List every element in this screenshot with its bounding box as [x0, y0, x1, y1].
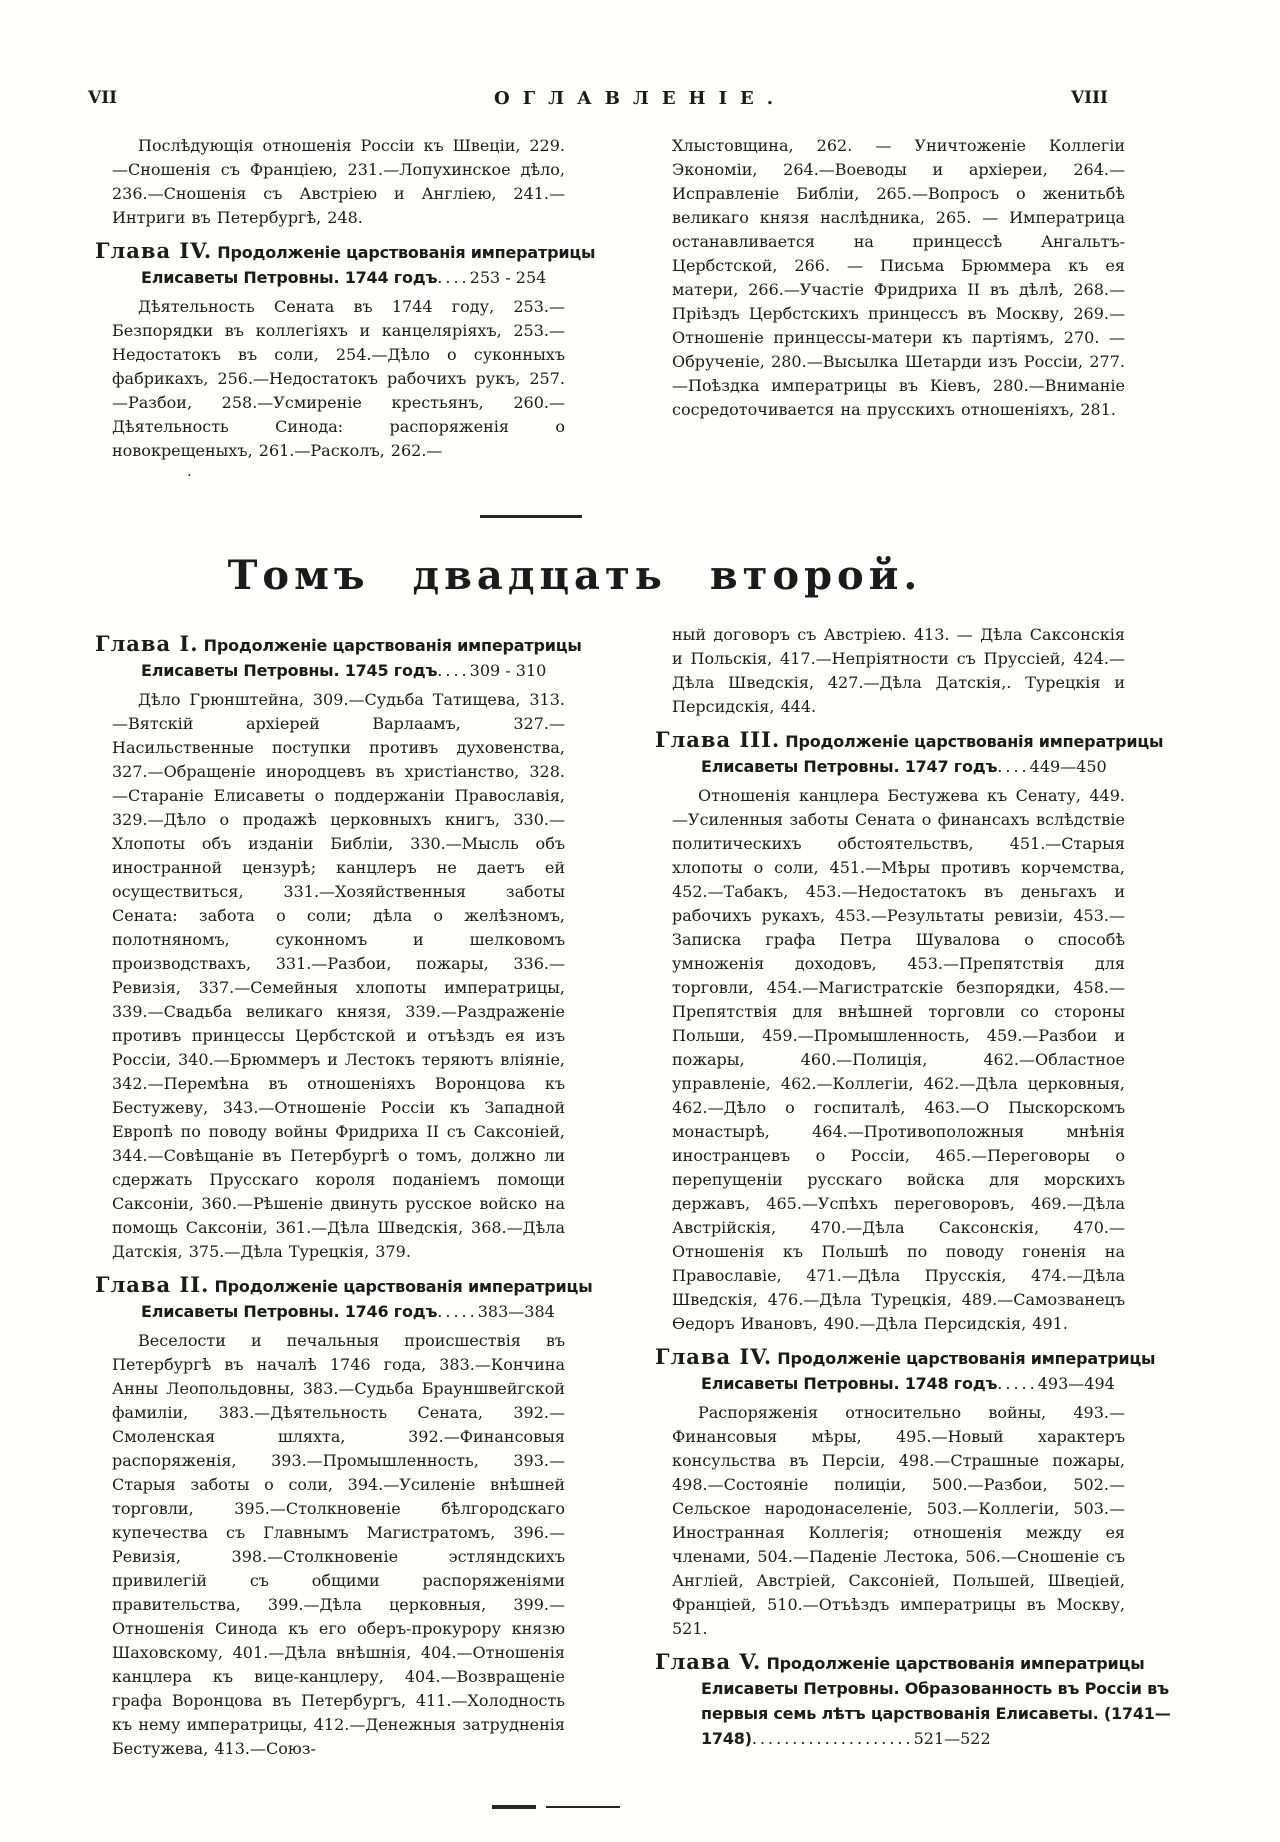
folio-right: VIII: [1070, 88, 1108, 108]
stray-ink-dot: .: [187, 462, 192, 480]
chapter-pages: 449—450: [1029, 757, 1107, 776]
toc-column-right: [655, 134, 1125, 477]
chapter-title: Продолженіе царствованія императрицы Елисаветы Петровны. 1747 годъ: [701, 732, 1164, 776]
toc-paragraph: Послѣдующія отношенія Россіи къ Швеціи, 229.—Сношенія съ Франціею, 231.—Лопухинское дѣло, 236.—Сношенія съ Австріею и Англіею, 241.—Интриги въ Петербургѣ, 248.: [112, 136, 565, 227]
toc-paragraph: Отношенія канцлера Бестужева къ Сенату, 449.—Усиленныя заботы Сената о финансахъ вслѣдствіе политическихъ обстоятельствъ, 451.—Старыя хлопоты о соли, 451.—Мѣры противъ корчемства, 452.—Табакъ, 453.—Недостатокъ въ деньгахъ и рабочихъ рукахъ, 453.—Результаты ревизіи, 453.—Записка графа Петра Шувалова о способѣ умноженія доходовъ, 453.—Препятствія для торговли, 454.—Магистратскіе безпорядки, 458.—Препятствія для внѣшней торговли со стороны Польши, 459.—Промышленность, 459.—Разбои и пожары, 460.—Полиція, 462.—Областное управленіе, 462.—Коллегіи, 462.—Дѣла церковныя, 462.—Дѣло о госпиталѣ, 463.—О Пыскорскомъ монастырѣ, 464.—Противоположныя мнѣнія иностранцевъ о Россіи, 465.—Переговоры о перепущеніи русскаго войска для морскихъ державъ, 465.—Успѣхъ переговоровъ, 469.—Дѣла Австрійскія, 470.—Дѣла Саксонскія, 470.—Отношенія къ Польшѣ по поводу гоненія на Православіе, 471.—Дѣла Прусскія, 474.—Дѣла Шведскія, 476.—Дѣла Турецкія, 489.—Самозванецъ Ѳедоръ Ивановъ, 490.—Дѣла Персидскія, 491.: [672, 786, 1125, 1333]
dot-leader: ....: [437, 661, 470, 680]
dot-leader: .....: [437, 1302, 478, 1321]
end-divider-segment: [546, 1806, 620, 1808]
toc-paragraph: Распоряженія относительно войны, 493.—Финансовыя мѣры, 495.—Новый характеръ консульства въ Персіи, 498.—Страшные пожары, 498.—Состояніе полиціи, 500.—Разбои, 502.—Сельское народонаселеніе, 503.—Коллегіи, 503.—Иностранная Коллегія; отношенія между ея членами, 504.—Паденіе Лестока, 506.—Сношеніе съ Англіей, Австріей, Саксоніей, Польшей, Швеціей, Франціей, 510.—Отъѣздъ императрицы въ Москву, 521.: [672, 1403, 1125, 1638]
toc-column-left: [95, 623, 593, 1761]
prev-volume-section: [0, 134, 1280, 480]
chapter-pages: 493—494: [1037, 1374, 1115, 1393]
volume-heading: Томъ двадцать второй.: [227, 552, 923, 599]
folio-left: VII: [88, 88, 118, 108]
toc-paragraph: ный договоръ съ Австріею. 413. — Дѣла Саксонскія и Польскія, 417.—Непріятности съ Пруссіей, 424.—Дѣла Шведскія, 427.—Дѣла Датскія,. Турецкія и Персидскія, 444.: [672, 625, 1125, 716]
chapter-label: Глава III.: [655, 727, 781, 752]
toc-paragraph: Дѣло Грюнштейна, 309.—Судьба Татищева, 313.—Вятскій архіерей Варлаамъ, 327.—Насильственные поступки противъ духовенства, 327.—Обращеніе инородцевъ въ христіанство, 328.—Стараніе Елисаветы о поддержаніи Православія, 329.—Дѣло о продажѣ церковныхъ книгъ, 330.—Хлопоты объ изданіи Библіи, 330.—Мысль объ иностранной цензурѣ; канцлеръ не даетъ ей осуществиться, 331.—Хозяйственныя заботы Сената: забота о соли; дѣла о желѣзномъ, полотняномъ, суконномъ и шелковомъ производствахъ, 331.—Разбои, пожары, 336.—Ревизія, 337.—Семейныя хлопоты императрицы, 339.—Свадьба великаго князя, 339.—Раздраженіе противъ принцессы Цербстской и отъѣздъ ея изъ Россіи, 340.—Брюммеръ и Лестокъ теряютъ вліяніе, 342.—Перемѣна въ отношеніяхъ Воронцова къ Бестужеву, 343.—Отношеніе Россіи къ Западной Европѣ по поводу войны Фридриха II съ Саксоніей, 344.—Совѣщаніе въ Петербургѣ о томъ, должно ли сдержать Прусскаго короля поданіемъ помощи Саксоніи, 360.—Рѣшеніе двинуть русское войско на помощь Саксоніи, 361.—Дѣла Шведскія, 368.—Дѣла Датскія, 375.—Дѣла Турецкія, 379.: [112, 690, 565, 1261]
dot-leader: ....: [437, 268, 470, 287]
section-divider: [480, 515, 582, 518]
chapter-entry-3: [655, 727, 1205, 779]
toc-paragraph: Веселости и печальныя происшествія въ Петербургѣ въ началѣ 1746 года, 383.—Кончина Анны Леопольдовны, 383.—Судьба Брауншвейгской фамиліи, 383.—Дѣятельность Сената, 392.—Смоленская шляхта, 392.—Финансовыя распоряженія, 393.—Промышленность, 393.—Старыя заботы о соли, 394.—Усиленіе внѣшней торговли, 395.—Столкновеніе бѣлгородскаго купечества съ Главнымъ Магистратомъ, 396.—Ревизія, 398.—Столкновеніе эстляндскихъ привилегій съ общими распоряженіями правительства, 399.—Дѣла церковныя, 399.—Отношенія Синода къ его оберъ-прокурору князю Шаховскому, 401.—Дѣла внѣшнія, 404.—Отношенія канцлера къ вице-канцлеру, 404.—Возвращеніе графа Воронцова въ Петербургъ, 411.—Холодность къ нему императрицы, 412.—Денежныя затрудненія Бестужева, 413.—Союз-: [112, 1331, 565, 1758]
volume22-section: [0, 623, 1280, 1761]
chapter-title: Продолженіе царствованія императрицы Елисаветы Петровны. 1746 годъ: [141, 1277, 593, 1321]
chapter-label: Глава IV.: [95, 238, 213, 263]
chapter-entry-5: [655, 1649, 1205, 1751]
chapter-title: Продолженіе царствованія императрицы Елисаветы Петровны. 1744 годъ: [141, 243, 596, 287]
dot-leader: ....................: [751, 1729, 914, 1748]
page-header: [0, 88, 1280, 112]
end-divider: [492, 1805, 1280, 1809]
chapter-entry-4: [655, 1344, 1205, 1396]
chapter-pages: 383—384: [477, 1302, 555, 1321]
toc-paragraph: Дѣятельность Сената въ 1744 году, 253.—Безпорядки въ коллегіяхъ и канцеляріяхъ, 253.—Недостатокъ въ соли, 254.—Дѣло о суконныхъ фабрикахъ, 256.—Недостатокъ рабочихъ рукъ, 257.—Разбои, 258.—Усмиреніе крестьянъ, 260.—Дѣятельность Синода: распоряженія о новокрещеныхъ, 261.—Расколъ, 262.—: [112, 297, 565, 460]
chapter-label: Глава IV.: [655, 1344, 773, 1369]
chapter-entry-iv-prev: [95, 238, 645, 290]
end-divider-segment: [492, 1805, 536, 1809]
chapter-label: Глава I.: [95, 631, 199, 656]
chapter-pages: 253 - 254: [469, 268, 547, 287]
chapter-title: Продолженіе царствованія императрицы Елисаветы Петровны. Образованность въ Россіи въ первыя семь лѣтъ царствованія Елисаветы. (1741—1748): [701, 1654, 1171, 1748]
chapter-title: Продолженіе царствованія императрицы Елисаветы Петровны. 1745 годъ: [141, 636, 582, 680]
running-title: ОГЛАВЛЕНІЕ.: [494, 88, 786, 109]
chapter-title: Продолженіе царствованія императрицы Елисаветы Петровны. 1748 годъ: [701, 1349, 1156, 1393]
chapter-entry-2: [95, 1272, 645, 1324]
chapter-pages: 309 - 310: [469, 661, 547, 680]
toc-column-left: [95, 134, 596, 480]
chapter-label: Глава V.: [655, 1649, 762, 1674]
dot-leader: ....: [997, 757, 1030, 776]
toc-paragraph: Хлыстовщина, 262. — Уничтоженіе Коллегіи Экономіи, 264.—Воеводы и архіереи, 264.—Исправленіе Библіи, 265.—Вопросъ о женитьбѣ великаго князя наслѣдника, 265. — Императрица останавливается на принцессѣ Ангальтъ-Цербстской, 266. — Письма Брюммера къ ея матери, 266.—Участіе Фридриха II въ дѣлѣ, 268.—Пріѣздъ Цербстскихъ принцессъ въ Москву, 269.—Отношеніе принцессы-матери къ партіямъ, 270. — Обрученіе, 280.—Высылка Шетарди изъ Россіи, 277.—Поѣздка императрицы въ Кіевъ, 280.—Вниманіе сосредоточивается на прусскихъ отношеніяхъ, 281.: [672, 136, 1125, 419]
chapter-pages: 521—522: [913, 1729, 991, 1748]
chapter-entry-1: [95, 631, 645, 683]
dot-leader: .....: [997, 1374, 1038, 1393]
chapter-label: Глава II.: [95, 1272, 210, 1297]
toc-column-right: [655, 623, 1171, 1761]
